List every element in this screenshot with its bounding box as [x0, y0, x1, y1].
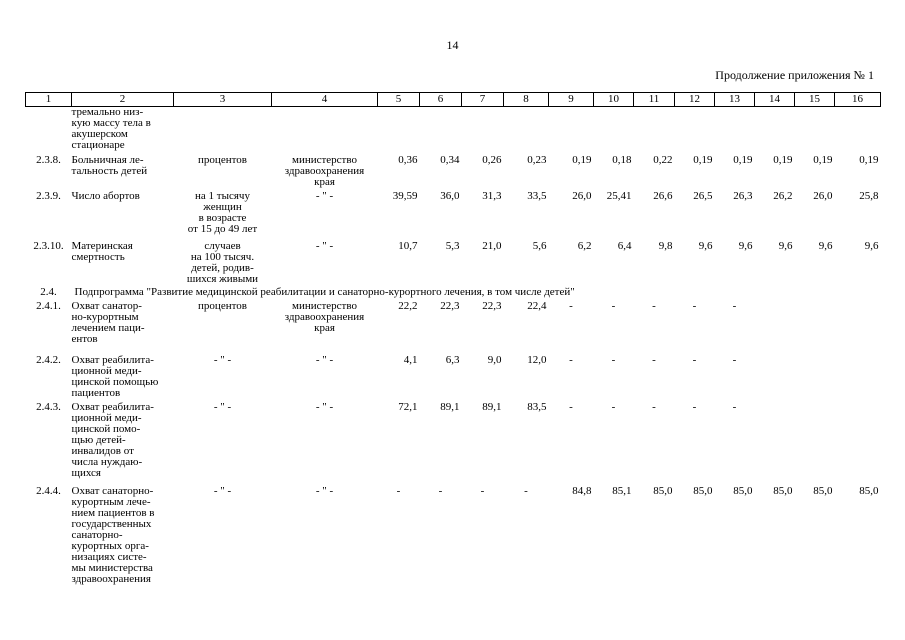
value-cell: 5,3: [445, 240, 460, 252]
value-cell: 39,59: [392, 190, 418, 202]
column-header: 10: [594, 93, 634, 107]
value-cell: 22,3: [482, 300, 502, 312]
value-cell: [634, 107, 675, 152]
value-cell: 25,41: [606, 190, 632, 202]
value-cell: 21,0: [482, 240, 502, 252]
value-cell: -: [438, 485, 443, 497]
table-row: [26, 107, 881, 152]
column-header: 12: [675, 93, 715, 107]
value-cell: [462, 107, 504, 152]
value-cell: 85,1: [612, 485, 632, 497]
column-header: 14: [755, 93, 795, 107]
value-cell: [795, 107, 835, 152]
indicator-name: тремально низ- кую массу тела в акушерском стационаре: [71, 106, 151, 151]
value-cell: [835, 107, 881, 152]
column-header: 11: [634, 93, 675, 107]
value-cell: 9,8: [658, 240, 673, 252]
value-cell: [715, 107, 755, 152]
value-cell: [755, 353, 795, 400]
value-cell: 0,18: [612, 154, 632, 166]
value-cell: -: [732, 354, 737, 366]
column-header: 9: [549, 93, 594, 107]
value-cell: -: [692, 354, 697, 366]
value-cell: 72,1: [398, 401, 418, 413]
column-header: 13: [715, 93, 755, 107]
value-cell: -: [569, 354, 573, 366]
responsible-executor: - " -: [315, 401, 334, 413]
indicator-name: Охват санаторно- курортным лече- нием пациентов в государственных санаторно- курортных орга- низациях систе- мы министерства здравоохранения: [71, 485, 155, 585]
indicator-name: Охват санатор- но-курортным лечением паци- ентов: [71, 300, 145, 345]
value-cell: [549, 107, 594, 152]
table-row: [26, 189, 881, 239]
value-cell: 85,0: [693, 485, 713, 497]
table-row: [26, 353, 881, 400]
value-cell: 0,34: [440, 154, 460, 166]
value-cell: 31,3: [482, 190, 502, 202]
responsible-executor: - " -: [315, 485, 334, 497]
value-cell: 9,6: [738, 240, 753, 252]
value-cell: 85,0: [813, 485, 833, 497]
value-cell: [378, 107, 420, 152]
value-cell: [675, 107, 715, 152]
subprogram-title: Подпрограмма "Развитие медицинской реабилитации и санаторно-курортного лечения, в том числе детей": [74, 286, 575, 298]
value-cell: 4,1: [403, 354, 418, 366]
value-cell: -: [652, 401, 656, 413]
responsible-executor: министерство здравоохранения края: [284, 300, 365, 334]
responsible-executor: - " -: [315, 354, 334, 366]
value-cell: 0,23: [527, 154, 547, 166]
value-cell: 84,8: [572, 485, 592, 497]
unit-of-measure: процентов: [198, 154, 247, 166]
data-table: [25, 92, 881, 594]
value-cell: 83,5: [527, 401, 547, 413]
value-cell: 26,2: [773, 190, 793, 202]
row-number: 2.3.8.: [36, 154, 61, 166]
value-cell: 22,2: [398, 300, 418, 312]
value-cell: -: [692, 401, 697, 413]
subprogram-row: [26, 285, 881, 301]
value-cell: [835, 301, 881, 353]
value-cell: 26,6: [653, 190, 673, 202]
column-header: 1: [26, 93, 72, 107]
value-cell: 9,6: [778, 240, 793, 252]
value-cell: [755, 301, 795, 353]
unit-of-measure: случаев на 100 тысяч. детей, родив- шихся живыми: [186, 240, 259, 285]
unit-of-measure: [174, 107, 272, 152]
column-header: 5: [378, 93, 420, 107]
value-cell: -: [692, 300, 697, 312]
value-cell: [795, 301, 835, 353]
value-cell: -: [396, 485, 401, 497]
responsible-executor: министерство здравоохранения края: [284, 154, 365, 188]
value-cell: 0,19: [813, 154, 833, 166]
row-number: 2.3.10.: [33, 240, 64, 252]
value-cell: 33,5: [527, 190, 547, 202]
value-cell: 0,36: [398, 154, 418, 166]
unit-of-measure: процентов: [198, 300, 247, 312]
value-cell: -: [732, 401, 737, 413]
value-cell: 12,0: [527, 354, 547, 366]
table-row: [26, 151, 881, 189]
value-cell: [504, 107, 549, 152]
indicator-name: Материнская смертность: [71, 240, 133, 263]
value-cell: 0,19: [773, 154, 793, 166]
value-cell: -: [569, 401, 573, 413]
value-cell: 6,2: [577, 240, 592, 252]
value-cell: [835, 400, 881, 484]
row-number: 2.4.1.: [36, 300, 61, 312]
value-cell: -: [569, 300, 573, 312]
responsible-executor: - " -: [315, 240, 334, 252]
value-cell: [594, 107, 634, 152]
value-cell: 85,0: [773, 485, 793, 497]
value-cell: -: [732, 300, 737, 312]
value-cell: 26,3: [733, 190, 753, 202]
indicator-name: Охват реабилита- ционной меди- цинской помо- щью детей- инвалидов от числа нуждаю- щихся: [71, 401, 154, 479]
page-number: 14: [446, 38, 459, 52]
table-row: [26, 400, 881, 484]
value-cell: [835, 353, 881, 400]
unit-of-measure: - " -: [213, 401, 232, 413]
value-cell: 9,6: [864, 240, 879, 252]
value-cell: 22,4: [527, 300, 547, 312]
value-cell: -: [652, 300, 656, 312]
value-cell: -: [480, 485, 485, 497]
value-cell: -: [611, 354, 616, 366]
value-cell: 0,19: [733, 154, 753, 166]
value-cell: 0,22: [653, 154, 673, 166]
value-cell: 26,0: [572, 190, 592, 202]
column-header: 6: [420, 93, 462, 107]
unit-of-measure: - " -: [213, 485, 232, 497]
unit-of-measure: на 1 тысячу женщин в возрасте от 15 до 49 лет: [187, 190, 258, 235]
responsible-executor: [272, 107, 378, 152]
value-cell: 10,7: [398, 240, 418, 252]
table-row: [26, 239, 881, 285]
value-cell: 85,0: [653, 485, 673, 497]
row-number: 2.4.2.: [36, 354, 61, 366]
value-cell: 6,4: [617, 240, 632, 252]
value-cell: 89,1: [440, 401, 460, 413]
value-cell: [755, 400, 795, 484]
value-cell: 5,6: [532, 240, 547, 252]
value-cell: 36,0: [440, 190, 460, 202]
table-row: [26, 484, 881, 594]
value-cell: -: [524, 485, 528, 497]
column-header: 7: [462, 93, 504, 107]
row-number: 2.4.3.: [36, 401, 61, 413]
value-cell: 0,26: [482, 154, 502, 166]
indicator-name: Охват реабилита- ционной меди- цинской помощью пациентов: [71, 354, 159, 399]
row-number: [26, 107, 72, 152]
column-header: 16: [835, 93, 881, 107]
value-cell: [420, 107, 462, 152]
unit-of-measure: - " -: [213, 354, 232, 366]
value-cell: 9,6: [818, 240, 833, 252]
column-header: 2: [72, 93, 174, 107]
value-cell: 22,3: [440, 300, 460, 312]
row-number: 2.4.: [40, 286, 57, 298]
value-cell: 85,0: [859, 485, 879, 497]
row-number: 2.4.4.: [36, 485, 61, 497]
value-cell: 0,19: [693, 154, 713, 166]
indicator-name: Больничная ле- тальность детей: [71, 154, 148, 177]
value-cell: 6,3: [445, 354, 460, 366]
column-header: 3: [174, 93, 272, 107]
value-cell: [795, 400, 835, 484]
row-number: 2.3.9.: [36, 190, 61, 202]
value-cell: 9,0: [487, 354, 502, 366]
responsible-executor: - " -: [315, 190, 334, 202]
indicator-name: Число абортов: [71, 190, 140, 202]
value-cell: 0,19: [859, 154, 879, 166]
column-header: 15: [795, 93, 835, 107]
value-cell: 26,0: [813, 190, 833, 202]
value-cell: 9,6: [698, 240, 713, 252]
value-cell: 85,0: [733, 485, 753, 497]
value-cell: 0,19: [572, 154, 592, 166]
continuation-label: Продолжение приложения № 1: [715, 68, 874, 82]
value-cell: -: [652, 354, 656, 366]
header-row: [26, 93, 881, 107]
column-header: 8: [504, 93, 549, 107]
value-cell: 89,1: [482, 401, 502, 413]
value-cell: 25,8: [859, 190, 879, 202]
value-cell: -: [611, 401, 616, 413]
value-cell: -: [611, 300, 616, 312]
table-row: [26, 301, 881, 353]
column-header: 4: [272, 93, 378, 107]
value-cell: 26,5: [693, 190, 713, 202]
value-cell: [755, 107, 795, 152]
value-cell: [795, 353, 835, 400]
